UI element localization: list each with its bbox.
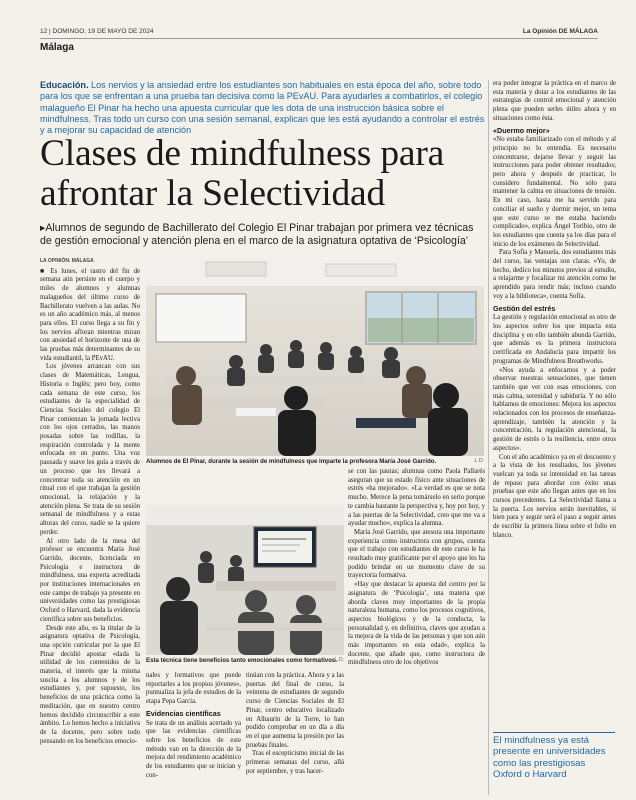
photo2-caption xyxy=(146,657,344,664)
col4-paragraph: «Nos ayuda a enfocarnos y a poder observar nuestras sensaciones, que tienen también que ver con esas emociones, con más calma, serenidad y sabiduría. Y no sólo hablamos de emociones: Mejora los aspectos relacionados con los procesos de enseñanza-aprendizaje, también la atención y la concentración, la regulación atencional, la gestión de estrés o la resiliencia, entre otros aspectos». xyxy=(493,366,616,452)
lead-text: Los nervios y la ansiedad entre los estudiantes son habituales en esta época del año, sobre todo para los que se enfrentan a una prueba tan decisiva como la PEvAU. Para ayudarles a combatirlos, el colegio malagueño El Pinar ha hecho una apuesta curricular que les dota de una instrucción básica sobre el mindfulness. Tras todo un curso con una sesión semanal, explican que les está ayudando a controlar el estrés y a mejorar su capacidad de atención xyxy=(40,80,485,136)
subheading-duermo-mejor: «Duermo mejor» xyxy=(493,125,550,135)
headline: Clases de mindfulness para afrontar la Selectividad xyxy=(40,133,445,214)
col2c-paragraph: Tras el escepticismo inicial de las primeras semanas del curso, allá por septiembre, y tras hacer- xyxy=(246,750,344,775)
lesson-photo xyxy=(146,505,344,655)
page-info: 12 | DOMINGO, 19 DE MAYO DE 2024 xyxy=(40,28,154,35)
col4-paragraph: era poder integrar la práctica en el marco de esta materia y dotar a los estudiantes de las estrategias de control emocional y atención plena que pueden serles útiles ahora y en situaciones como ésta. xyxy=(493,80,616,122)
subheading-evidencias: Evidencias científicas xyxy=(146,708,221,718)
masthead: La Opinión DE MÁLAGA xyxy=(522,28,598,35)
col1-paragraph: ■ Es lunes, el rastro del fin de semana aún persiste en el cuerpo y miles de alumnos y alumnas malagueños del último curso de Bachillerato vuelven a las aulas. No es un año académico más, al menos para ellos. El curso llega a su fin y los nervios afloran mientras miran con ansiedad el horizonte de una de las pruebas más determinantes de su vida estudiantil, la PEvAU. xyxy=(40,267,140,362)
page-header xyxy=(40,27,598,39)
classroom-photo xyxy=(146,258,484,456)
column-divider xyxy=(488,80,489,795)
subtitle: ▸Alumnos de segundo de Bachillerato del Colegio El Pinar trabajan por primera vez técnicas de gestión emocional y atención plena en el marco de la asignatura optativa de ‘Psicología’ xyxy=(40,222,474,248)
col1-paragraph: Al otro lado de la mesa del profesor se encuentra María José Garrido, docente, licenciada en Psicología e instructora de mindfulness, una experta acreditada por instituciones internacionales en este campo de trabajo ya presente en universidades como las prestigiosas Oxford o Harvard, dada la evidencia científica sobre sus beneficios. xyxy=(40,537,140,623)
column-right xyxy=(493,80,616,730)
lesson-photo-image xyxy=(146,505,344,655)
col2-paragraph: Se trata de un análisis acertado ya que las evidencias científicas sobre los beneficios de este método van en la dirección de la mejora del rendimiento académico de los estudiantes que se inician y con- xyxy=(146,719,241,779)
photo1-credit: L.O. xyxy=(474,458,484,464)
col4-paragraph: «No estaba familiarizado con el método y al principio no lo entendía. Es necesario concentrarse, dejarse llevar y seguir las instrucciones para poder obtener resultados; pero ahora y después de practicar, lo considero fundamental. No sólo para mantener la calma en situaciones de tensión. En mi caso, hasta me ha servido para conciliar el sueño y dormir mejor, un tema que este curso se me estaba haciendo complicado», explica Ángel Toribio, otro de los estudiantes que cuenta ya los días para el inicio de los exámenes de Selectividad. xyxy=(493,136,616,248)
col3-paragraph: se con las pautas; alumnas como Paola Pallarés aseguran que su estado físico ante situaciones de estrés «ha mejorado». «La verdad es que se nota mucho. Merece la pena tomárselo en serio porque te cambia bastante la perspectiva y, hoy por hoy, y a las puertas de la Selectividad, creo que me va a ayudar mucho», explica la alumna. xyxy=(348,468,485,528)
col4-paragraph: La gestión y regulación emocional es otro de los aspectos sobre los que impacta esta disciplina y en ello también abunda Garrido, que además es la primera instructora certificada en Andalucía para impartir los programas de Mindfulness Breathworks. xyxy=(493,314,616,365)
col4-paragraph: Con el año académico ya en el descuento y a la vista de los resultados, los jóvenes vuelcan ya toda su intensidad en las tareas de repaso para abordar con éxito unas pruebas que este año llegan antes que en los cursos precedentes. La Selectividad llama a la puerta. Los nervios serán inevitables, si bien para y seguir será el paso a seguir antes de escribir la primera línea sobre el folio en blanco. xyxy=(493,453,616,539)
classroom-photo-image xyxy=(146,258,484,456)
column-3 xyxy=(246,672,344,797)
col2-paragraph: nales y formativos que puede reportarles a los propios jóvenes», puntualiza la jefa de estudios de la etapa Pepa García. xyxy=(146,672,241,706)
subheading-gestion-estres: Gestión del estrés xyxy=(493,303,556,313)
lead-paragraph xyxy=(40,80,485,136)
col2c-paragraph: tinúan con la práctica. Ahora y a las puertas del final de curso, la veintena de estudiantes de segundo curso de Ciencias Sociales de El Pinar, centro educativo localizado en Alhaurín de la Torre, lo han podido comprobar en un día a día en el que aumenta la presión por las pruebas finales. xyxy=(246,672,344,749)
photo1-caption xyxy=(146,458,484,465)
section-name: Málaga xyxy=(40,42,74,53)
col3-paragraph: María José Garrido, que atesora una importante experiencia como instructora con grupos, cuenta que el trabajo con estudiantes de este curso le ha resultado muy gratificante por el apoyo que les ha podido brindar en un momento clave de su trayectoria formativa. xyxy=(348,528,485,580)
photo2-credit: L.O. xyxy=(334,657,344,663)
column-2 xyxy=(146,672,241,797)
column-4 xyxy=(348,468,485,798)
col1-paragraph: Desde este año, es la titular de la asignatura optativa de Psicología, una opción curricular por la que El Pinar decidió apostar «dada la utilidad de los contenidos de la materia, el interés que la misma suscita a los alumnos y de los estudiantes y, por supuesto, los beneficios de una práctica como la meditación, que en nuestro centro hemos decidido circunscribir a este ámbito. Lo hemos hecho a iniciativa de la docente, pero sobre todo pensando en los beneficios emocio- xyxy=(40,624,140,745)
lead-label: Educación. xyxy=(40,80,89,90)
column-1 xyxy=(40,257,140,797)
pull-quote: El mindfulness ya está presente en universidades como las prestigiosas Oxford o Harvard xyxy=(493,732,615,781)
col3-paragraph: «Hay que destacar la apuesta del centro por la asignatura de ‘Psicología’, una materia que aborda claves muy importantes de la propia naturaleza humana, como los procesos cognitivos, aspectos biológicos y de la conducta, la personalidad y, en definitiva, claves que ayudan a la mejora de la vida de las personas y que son aún más importantes en esta edad», explica la docente, que añade que, como instructora de mindfulness otro de los objetivos xyxy=(348,581,485,667)
col1-paragraph: Los jóvenes arrancan con sus clases de Matemáticas, Lengua, Historia o Inglés; pero hoy, como cada semana de este curso, los estudiantes de la especialidad de Ciencias Sociales del colegio El Pinar comienzan la jornada lectiva con los ojos cerrados, las manos posadas sobre las rodillas, la respiración controlada y la mente enfocada en un punto. Una voz pausada y suave les guía a través de un proceso que les llevará a concentrar toda su atención en un ritual con el que trabajan la gestión emocional, la relajación y la atención plena. Se trata de su sesión semanal de mindfulness y a estas alturas del curso, nadie se la quiere perder. xyxy=(40,363,140,536)
byline: LA OPINIÓN. MÁLAGA xyxy=(40,258,94,264)
photo1-caption-text: Alumnos de El Pinar, durante la sesión de mindfulness que imparte la profesora María José Garrido. xyxy=(146,458,437,465)
photo2-caption-text: Esta técnica tiene beneficios tanto emocionales como formativos. xyxy=(146,657,337,664)
col4-paragraph: Para Sofía y Manuela, dos estudiantes más del curso, las ventajas son claras. «Yo, de hecho, dedico los minutos previos al estudio, a relajarme y focalizar mi atención como he aprendido para rendir más; incluso cuando voy a la biblioteca», cuenta Sofía. xyxy=(493,249,616,300)
